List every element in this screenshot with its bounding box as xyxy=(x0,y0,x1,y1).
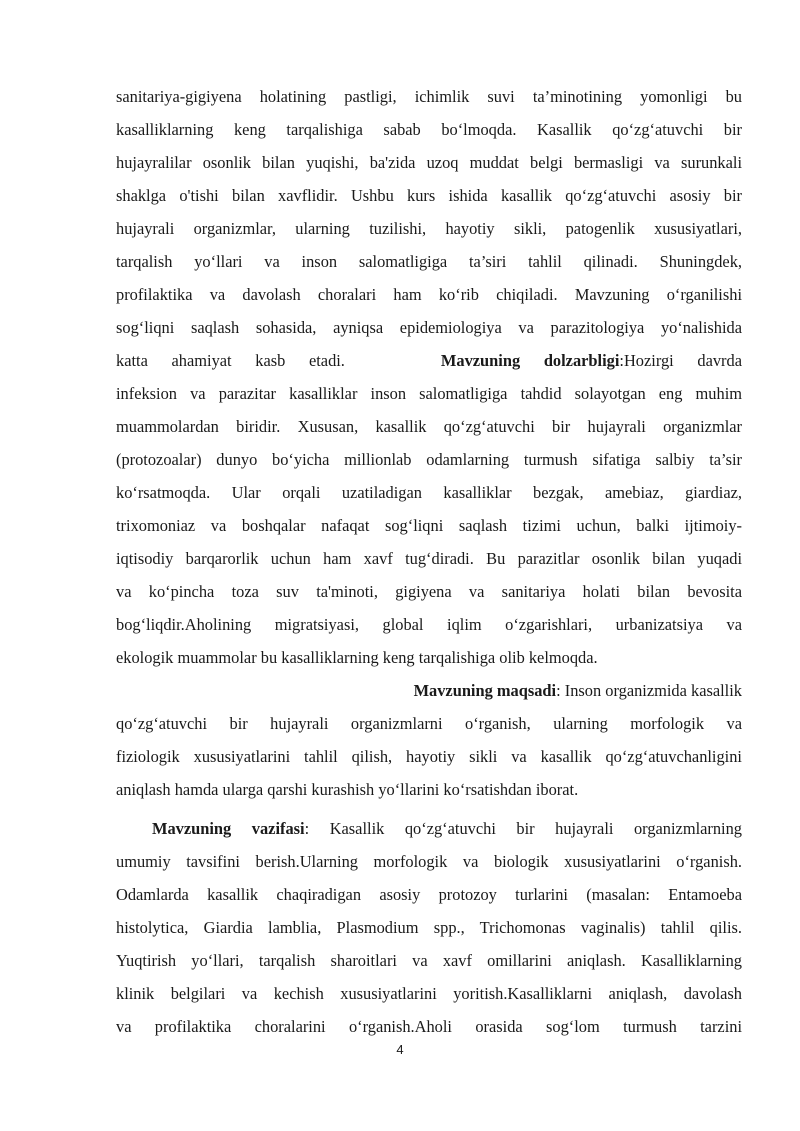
intro-paragraph xyxy=(116,80,742,377)
text-line: umumiy tavsifini berish.Ularning morfologik va biologik xususiyatlarini o‘rganish. xyxy=(116,852,742,871)
text-line: iqtisodiy barqarorlik uchun ham xavf tug‘diradi. Bu parazitlar osonlik bilan yuqadi xyxy=(116,549,742,568)
document-body xyxy=(116,80,742,1043)
dolzarblik-paragraph xyxy=(116,377,742,674)
text-line: ekologik muammolar bu kasalliklarning keng tarqalishiga olib kelmoqda. xyxy=(116,648,598,667)
vazifasi-line xyxy=(116,812,742,845)
maqsad-heading: Mavzuning maqsadi xyxy=(413,681,557,700)
maqsad-line xyxy=(116,674,742,707)
text-line: infeksion va parazitar kasalliklar inson salomatligiga tahdid solayotgan eng muhim xyxy=(116,384,742,403)
text-line: Yuqtirish yo‘llari, tarqalish sharoitlari va xavf omillarini aniqlash. Kasalliklarning xyxy=(116,951,742,970)
text-line: sog‘liqni saqlash sohasida, ayniqsa epidemiologiya va parazitologiya yo‘nalishida xyxy=(116,318,742,337)
text-line: klinik belgilari va kechish xususiyatlarini yoritish.Kasalliklarni aniqlash, davolash xyxy=(116,984,742,1003)
text-line: va ko‘pincha toza suv ta'minoti, gigiyena va sanitariya holati bilan bevosita xyxy=(116,582,742,601)
text-line: shaklga o'tishi bilan xavflidir. Ushbu kurs ishida kasallik qo‘zg‘atuvchi asosiy bir xyxy=(116,186,742,205)
text-line: hujayrali organizmlar, ularning tuzilishi, hayotiy sikli, patogenlik xususiyatlari, xyxy=(116,219,742,238)
text-line: muammolardan biridir. Xususan, kasallik qo‘zg‘atuvchi bir hujayrali organizmlar xyxy=(116,417,742,436)
text-line: histolytica, Giardia lamblia, Plasmodium spp., Trichomonas vaginalis) tahlil qilis. xyxy=(116,918,742,937)
text-line: sanitariya-gigiyena holatining pastligi, ichimlik suvi ta’minotining yomonligi bu xyxy=(116,87,742,106)
dolzarblik-heading: Mavzuning dolzarbligi xyxy=(440,351,620,370)
text-line: trixomoniaz va boshqalar nafaqat sog‘liqni saqlash tizimi uchun, balki ijtimoiy- xyxy=(116,516,742,535)
maqsad-paragraph xyxy=(116,674,742,806)
text-line: bog‘liqdir.Aholining migratsiyasi, global iqlim o‘zgarishlari, urbanizatsiya va xyxy=(116,615,742,634)
text-fragment: : Inson organizmida kasallik xyxy=(556,681,742,700)
text-fragment: : Kasallik qo‘zg‘atuvchi bir hujayrali organizmlarning xyxy=(304,819,742,838)
text-line: hujayralilar osonlik bilan yuqishi, ba'zida uzoq muddat belgi bermasligi va surunkali xyxy=(116,153,742,172)
text-fragment: :Hozirgi davrda xyxy=(619,351,742,370)
text-line: Odamlarda kasallik chaqiradigan asosiy protozoy turlarini (masalan: Entamoeba xyxy=(116,885,742,904)
text-fragment: katta ahamiyat kasb etadi. xyxy=(116,351,345,370)
text-line: fiziologik xususiyatlarini tahlil qilish, hayotiy sikli va kasallik qo‘zg‘atuvchanligini xyxy=(116,747,742,766)
dolzarblik-line xyxy=(116,344,742,377)
text-line: kasalliklarning keng tarqalishiga sabab bo‘lmoqda. Kasallik qo‘zg‘atuvchi bir xyxy=(116,120,742,139)
page-number: 4 xyxy=(396,1042,404,1057)
text-line: ko‘rsatmoqda. Ular orqali uzatiladigan kasalliklar bezgak, amebiaz, giardiaz, xyxy=(116,483,742,502)
text-line: profilaktika va davolash choralari ham ko‘rib chiqiladi. Mavzuning o‘rganilishi xyxy=(116,285,742,304)
text-line: tarqalish yo‘llari va inson salomatligiga ta’siri tahlil qilinadi. Shuningdek, xyxy=(116,252,742,271)
text-line: (protozoalar) dunyo bo‘yicha millionlab odamlarning turmush sifatiga salbiy ta’sir xyxy=(116,450,742,469)
text-line: aniqlash hamda ularga qarshi kurashish yo‘llarini ko‘rsatishdan iborat. xyxy=(116,780,579,799)
text-line: qo‘zg‘atuvchi bir hujayrali organizmlarni o‘rganish, ularning morfologik va xyxy=(116,714,742,733)
vazifasi-paragraph xyxy=(116,812,742,1043)
text-line: va profilaktika choralarini o‘rganish.Aholi orasida sog‘lom turmush tarzini xyxy=(116,1017,742,1036)
vazifasi-heading: Mavzuning vazifasi xyxy=(152,819,305,838)
